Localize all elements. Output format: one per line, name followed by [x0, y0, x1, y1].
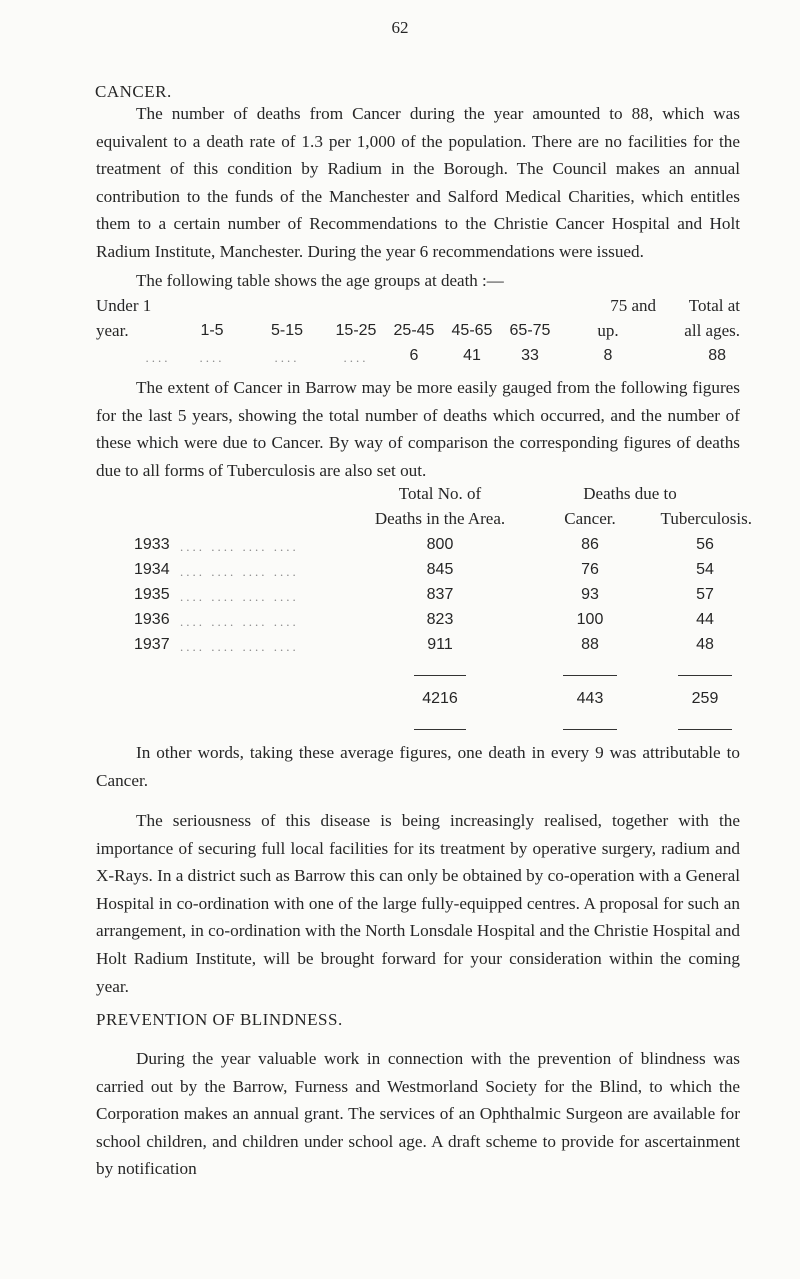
age-value-5-15: .... — [274, 350, 300, 365]
section-heading-cancer: CANCER. — [95, 82, 172, 101]
cancer-paragraph-3: In other words, taking these average figures, one death in every 9 was attributable to Cancer. — [96, 743, 740, 790]
row-tuberculosis: 56 — [696, 536, 714, 553]
rule-above-cancer-total — [563, 675, 617, 676]
age-header-75-and: 75 and — [610, 296, 656, 315]
row-year: 1936 — [134, 611, 170, 628]
row-total: 800 — [426, 536, 454, 553]
row-tuberculosis: 57 — [696, 586, 714, 603]
age-value-total: 88 — [708, 347, 726, 364]
row-cancer: 93 — [581, 586, 599, 603]
row-leader: .... .... .... .... — [180, 639, 299, 654]
section-heading-blindness: PREVENTION OF BLINDNESS. — [96, 1010, 343, 1029]
row-year: 1934 — [134, 561, 170, 578]
age-value-65-75: 33 — [521, 347, 539, 364]
age-value-15-25: .... — [343, 350, 369, 365]
age-header-up: up. — [597, 321, 619, 340]
age-value-1-5: .... — [199, 350, 225, 365]
row-total: 911 — [427, 636, 453, 653]
row-cancer: 88 — [581, 636, 599, 653]
row-year: 1935 — [134, 586, 170, 603]
rule-below-tb-total — [678, 729, 732, 730]
age-header-under-1: Under 1 — [96, 296, 152, 315]
age-header-5-15: 5-15 — [270, 322, 304, 339]
row-year: 1933 — [134, 536, 170, 553]
page-number: 62 — [391, 18, 409, 37]
row-leader: .... .... .... .... — [180, 564, 299, 579]
age-header-15-25: 15-25 — [335, 322, 377, 339]
cancer-paragraph-4: The seriousness of this disease is being increasingly realised, together with the importance of securing full local facilities for its treatment by operative surgery, radium and X-Rays. In a district such as Barrow this can only be obtained by co-operation with a General Hospital in co-ordination with one of the large fully-equipped centres. A proposal for such an arrangement, in co-ordination with the North Lonsdale Hospital and the Christie Hospital and Holt Radium Institute, will be brought forward for your consideration within the coming year. — [96, 811, 740, 996]
row-total: 823 — [426, 611, 454, 628]
row-cancer: 100 — [576, 611, 604, 628]
header-cancer: Cancer. — [564, 509, 616, 528]
row-leader: .... .... .... .... — [180, 539, 299, 554]
row-cancer: 76 — [581, 561, 599, 578]
totals-total: 4216 — [422, 690, 458, 707]
age-header-year: year. — [96, 321, 129, 340]
header-tuberculosis: Tuberculosis. — [660, 509, 752, 528]
row-tuberculosis: 54 — [696, 561, 714, 578]
age-table-intro: The following table shows the age groups at death :— — [136, 271, 504, 290]
age-value-25-45: 6 — [409, 347, 419, 364]
row-leader: .... .... .... .... — [180, 589, 299, 604]
row-year: 1937 — [134, 636, 170, 653]
age-value-45-65: 41 — [463, 347, 481, 364]
header-total-no-of: Total No. of — [398, 484, 482, 503]
rule-above-tb-total — [678, 675, 732, 676]
cancer-paragraph-1: The number of deaths from Cancer during the year amounted to 88, which was equivalent to a death rate of 1.3 per 1,000 of the population. There are no facilities for the treatment of this condition by Radium in the Borough. The Council makes an annual contribution to the funds of the Manchester and Salford Medical Charities, which entitles them to a certain number of Recommendations to the Christie Cancer Hospital and Holt Radium Institute, Manchester. During the year 6 recommendations were issued. — [96, 104, 740, 261]
age-header-1-5: 1-5 — [200, 322, 224, 339]
rule-below-total — [414, 729, 466, 730]
row-cancer: 86 — [581, 536, 599, 553]
age-header-total-at: Total at — [688, 296, 740, 315]
totals-tuberculosis: 259 — [691, 690, 719, 707]
age-header-all-ages: all ages. — [684, 321, 740, 340]
age-header-25-45: 25-45 — [393, 322, 435, 339]
header-deaths-due-to: Deaths due to — [583, 484, 677, 503]
row-leader: .... .... .... .... — [180, 614, 299, 629]
age-header-45-65: 45-65 — [451, 322, 493, 339]
blindness-paragraph-1: During the year valuable work in connection with the prevention of blindness was carried out by the Barrow, Furness and Westmorland Society for the Blind, to which the Corporation makes an annual grant. The services of an Ophthalmic Surgeon are available for school children, and children under school age. A draft scheme to provide for ascertainment by notification — [96, 1049, 740, 1179]
rule-above-total — [414, 675, 466, 676]
row-tuberculosis: 44 — [696, 611, 714, 628]
row-tuberculosis: 48 — [696, 636, 714, 653]
age-value-under-1: .... — [145, 350, 171, 365]
row-total: 845 — [426, 561, 454, 578]
totals-cancer: 443 — [576, 690, 604, 707]
cancer-paragraph-2: The extent of Cancer in Barrow may be more easily gauged from the following figures for the last 5 years, showing the total number of deaths which occurred, and the number of these which were due to Cancer. By way of comparison the corresponding figures of deaths due to all forms of Tuberculosis are also set out. — [96, 378, 740, 480]
row-total: 837 — [426, 586, 454, 603]
age-value-75-up: 8 — [603, 347, 613, 364]
age-header-65-75: 65-75 — [509, 322, 551, 339]
header-deaths-in-area: Deaths in the Area. — [374, 509, 506, 528]
rule-below-cancer-total — [563, 729, 617, 730]
